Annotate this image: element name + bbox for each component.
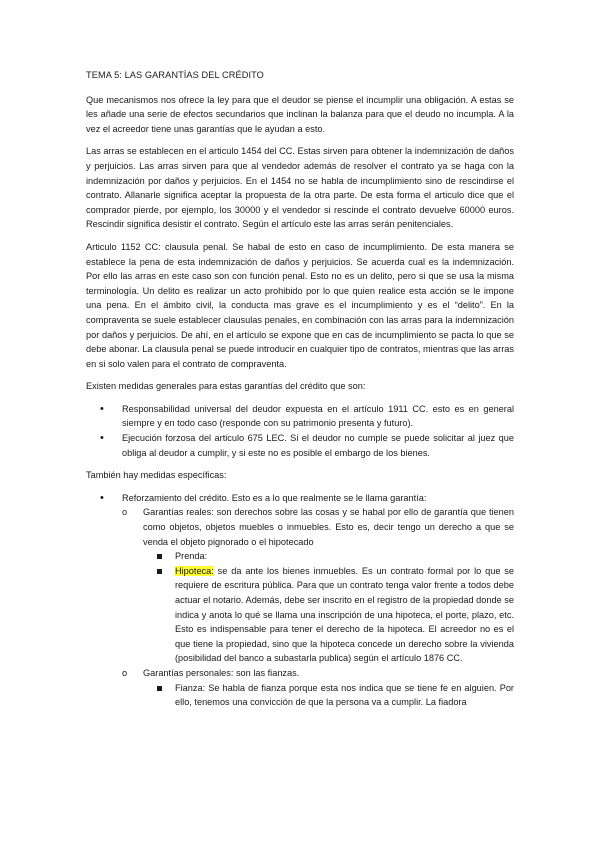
circle-bullet-icon: o <box>122 507 128 518</box>
list-item-text: Fianza: Se habla de fianza porque esta nos indica que se tiene fe en alguien. Por ello, tenemos una convicción de que la persona va a cumplir. La fiadora <box>175 682 514 708</box>
document-title: TEMA 5: LAS GARANTÍAS DEL CRÉDITO <box>86 70 264 80</box>
list-item-text: Responsabilidad universal del deudor expuesta en el artículo 1911 CC. esto es en general siempre y en todo caso (responde con su patrimonio presenta y futuro). <box>122 403 514 429</box>
general-measures-list <box>86 402 514 460</box>
list-item-text: Garantías reales: son derechos sobre las cosas y se habal por ello de garantía que tienen como objetos, objetos muebles o inmuebles. Esto es, decir tengo un derecho a que se venda el objeto pignorado o el hipotecado <box>143 507 514 547</box>
list-item <box>86 431 514 460</box>
bullet-icon: • <box>100 402 104 415</box>
list-item-text: Ejecución forzosa del articulo 675 LEC. Si el deudor no cumple se puede solicitar al juez que obliga al deudor a cumplir, y si este no es posible el embargo de los bienes. <box>122 433 514 458</box>
list-item <box>122 666 514 710</box>
real-guarantees-list <box>143 549 514 666</box>
personal-guarantees-list <box>143 681 514 710</box>
bullet-icon: • <box>100 432 104 445</box>
paragraph-intro: Que mecanismos nos ofrece la ley para que el deudor se piense el incumplir una obligación. A estas se les añade una serie de efectos secundarios que inclinan la balanza para que el deudo no incumpla. A la vez el acreedor tiene unas garantías que le ayudan a esto. <box>86 94 514 134</box>
list-item <box>86 491 514 710</box>
square-bullet-icon <box>157 686 162 691</box>
list-item <box>143 549 514 564</box>
document-body <box>86 68 514 718</box>
highlighted-term: Hipoteca: <box>175 565 214 576</box>
square-bullet-icon <box>157 554 162 559</box>
list-item <box>86 402 514 431</box>
paragraph-specific-measures-intro: También hay medidas específicas: <box>86 470 227 481</box>
list-item-text: Reforzamiento del crédito. Esto es a lo que realmente se le llama garantía: <box>122 492 427 503</box>
paragraph-clausula-penal: Articulo 1152 CC: clausula penal. Se habal de esto en caso de incumplimiento. De esta manera se establece la pena de esta indemnización de daños y perjuicios. Se acuerda cual es la indemnización. Por ello las arras en este caso son con función penal. Esto no es un delito, pero si que se usa la misma terminología. Un delito es realizar un acto prohibido por lo que quien realice esta acción se le impone una pena. En el ámbito civil, la conducta mas grave es el incumplimiento y es el “delito”. En la compraventa se suele establecer clausulas penales, en combinación con las arras para la indemnización por daños y perjuicios. De ahí, en el artículo se expone que en cas de incumplimiento se pacta lo que se debe abonar. La clausula penal se puede introducir en cualquier tipo de contratos, mientras que las arras en si solo valen para el contrato de compraventa. <box>86 241 514 369</box>
paragraph-general-measures-intro: Existen medidas generales para estas garantías del crédito que son: <box>86 381 366 392</box>
circle-bullet-icon: o <box>122 667 128 678</box>
list-item <box>122 505 514 666</box>
paragraph-arras: Las arras se establecen en el articulo 1454 del CC. Estas sirven para obtener la indemnización de daños y perjuicios. Las arras sirven para que al vendedor además de resolver el contrato ya se haga con la indemnización por daños y perjuicios. En el 1454 no se habla de incumplimiento sino de rescindirse el contrato. Allanarle significa aceptar la propuesta de la otra parte. De esta forma el articulo dice que el comprador pierde, por ejemplo, los 30000 y el vendedor si rescinde el contrato devuelve 60000 euros. Rescindir significa desistir el contrato. Según el artículo este las arras serán penitenciales. <box>86 146 514 230</box>
list-item-text: se da ante los bienes inmuebles. Es un contrato formal por lo que se requiere de escritura pública. Para que un contrato tenga valor frente a todos debe actuar el notario. Además, debe ser inscrito en el registro de la propiedad donde se indica y anota lo qué se llama una inscripción de una hipoteca, el porte, plazo, etc. Esto es indispensable para tener el derecho de la hipoteca. El acreedor no es el que tiene la propiedad, sino que la hipoteca concede un derecho sobre la vivienda (posibilidad del banco a subastarla publica) según el artículo 1876 CC. <box>175 565 514 664</box>
list-item-text: Prenda: <box>175 551 208 562</box>
bullet-icon: • <box>100 491 104 504</box>
list-item-text: Garantías personales: son las fianzas. <box>143 667 300 678</box>
list-item <box>143 564 514 666</box>
square-bullet-icon <box>157 569 162 574</box>
list-item <box>143 681 514 710</box>
specific-measures-list <box>86 491 514 710</box>
guarantee-types-list <box>122 505 514 709</box>
